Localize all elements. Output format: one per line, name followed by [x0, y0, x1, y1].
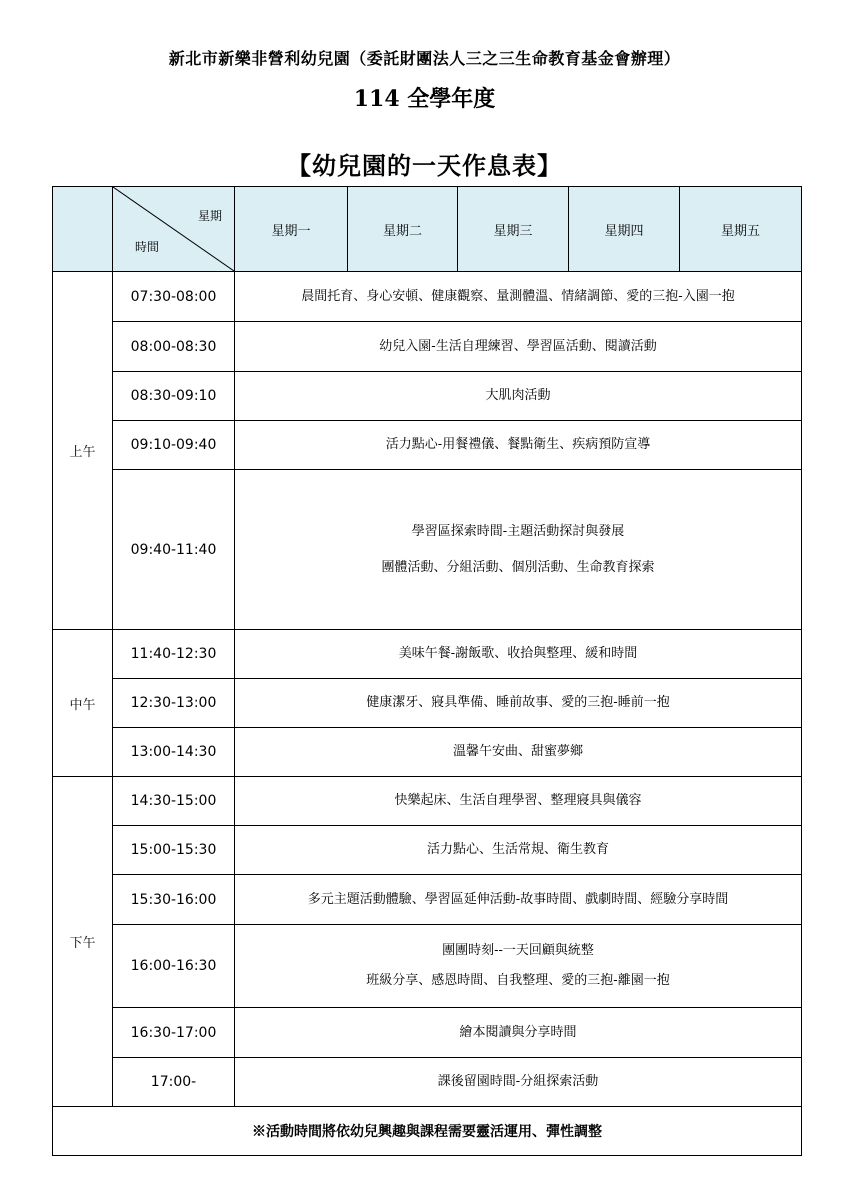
period-noon: 中午 [53, 630, 113, 777]
table-row [53, 925, 802, 1008]
time-cell: 15:00-15:30 [113, 826, 235, 875]
footnote: ※活動時間將依幼兒興趣與課程需要靈活運用、彈性調整 [53, 1107, 802, 1156]
table-row [53, 1058, 802, 1107]
day-header-friday: 星期五 [680, 187, 802, 272]
table-row [53, 322, 802, 372]
activity-cell: 快樂起床、生活自理學習、整理寢具與儀容 [235, 777, 802, 826]
time-cell: 09:10-09:40 [113, 421, 235, 470]
time-cell: 08:00-08:30 [113, 322, 235, 372]
school-year: 114 全學年度 [353, 86, 496, 112]
daily-schedule-table [52, 186, 802, 1156]
activity-cell: 大肌肉活動 [235, 372, 802, 421]
time-label: 時間 [135, 240, 160, 254]
time-cell: 07:30-08:00 [113, 272, 235, 322]
table-header-row [53, 187, 802, 272]
activity-cell: 美味午餐-謝飯歌、收拾與整理、緩和時間 [235, 630, 802, 679]
activity-cell: 活力點心-用餐禮儀、餐點衛生、疾病預防宣導 [235, 421, 802, 470]
table-row [53, 679, 802, 728]
header-blank-cell [53, 187, 113, 272]
time-cell: 09:40-11:40 [113, 470, 235, 630]
time-cell: 11:40-12:30 [113, 630, 235, 679]
activity-line: 班級分享、感恩時間、自我整理、愛的三抱-離園一抱 [366, 973, 670, 988]
time-cell: 16:00-16:30 [113, 925, 235, 1008]
activity-cell [235, 470, 802, 630]
activity-line: 團團時刻--一天回顧與統整 [442, 943, 594, 958]
activity-cell: 溫馨午安曲、甜蜜夢鄉 [235, 728, 802, 777]
activity-cell [235, 925, 802, 1008]
day-header-monday: 星期一 [235, 187, 348, 272]
table-row [53, 470, 802, 630]
time-cell: 14:30-15:00 [113, 777, 235, 826]
activity-line: 學習區探索時間-主題活動探討與發展 [411, 523, 625, 539]
time-cell: 12:30-13:00 [113, 679, 235, 728]
organization-title: 新北市新樂非營利幼兒園（委託財團法人三之三生命教育基金會辦理） [168, 49, 681, 68]
activity-line: 團體活動、分組活動、個別活動、生命教育探索 [381, 559, 655, 575]
activity-cell: 課後留園時間-分組探索活動 [235, 1058, 802, 1107]
time-cell: 15:30-16:00 [113, 875, 235, 925]
time-cell: 13:00-14:30 [113, 728, 235, 777]
header-diagonal-cell [113, 187, 235, 272]
day-header-wednesday: 星期三 [458, 187, 569, 272]
schedule-title: 【幼兒園的一天作息表】 [287, 151, 562, 180]
table-row [53, 826, 802, 875]
day-header-tuesday: 星期二 [348, 187, 458, 272]
period-morning: 上午 [53, 272, 113, 630]
activity-cell: 繪本閱讀與分享時間 [235, 1008, 802, 1058]
table-row [53, 1008, 802, 1058]
activity-cell: 健康潔牙、寢具準備、睡前故事、愛的三抱-睡前一抱 [235, 679, 802, 728]
day-header-thursday: 星期四 [569, 187, 680, 272]
activity-cell: 幼兒入園-生活自理練習、學習區活動、閱讀活動 [235, 322, 802, 372]
time-cell: 08:30-09:10 [113, 372, 235, 421]
activity-cell: 活力點心、生活常規、衛生教育 [235, 826, 802, 875]
week-label: 星期 [197, 209, 222, 223]
table-row [53, 272, 802, 322]
table-row [53, 630, 802, 679]
table-row [53, 372, 802, 421]
footnote-row [53, 1107, 802, 1156]
table-row [53, 777, 802, 826]
activity-cell: 晨間托育、身心安頓、健康觀察、量測體溫、情緒調節、愛的三抱-入園一抱 [235, 272, 802, 322]
activity-cell: 多元主題活動體驗、學習區延伸活動-故事時間、戲劇時間、經驗分享時間 [235, 875, 802, 925]
period-afternoon: 下午 [53, 777, 113, 1107]
table-row [53, 728, 802, 777]
time-cell: 16:30-17:00 [113, 1008, 235, 1058]
table-row [53, 875, 802, 925]
diagonal-line [113, 187, 234, 271]
time-cell: 17:00- [113, 1058, 235, 1107]
table-row [53, 421, 802, 470]
